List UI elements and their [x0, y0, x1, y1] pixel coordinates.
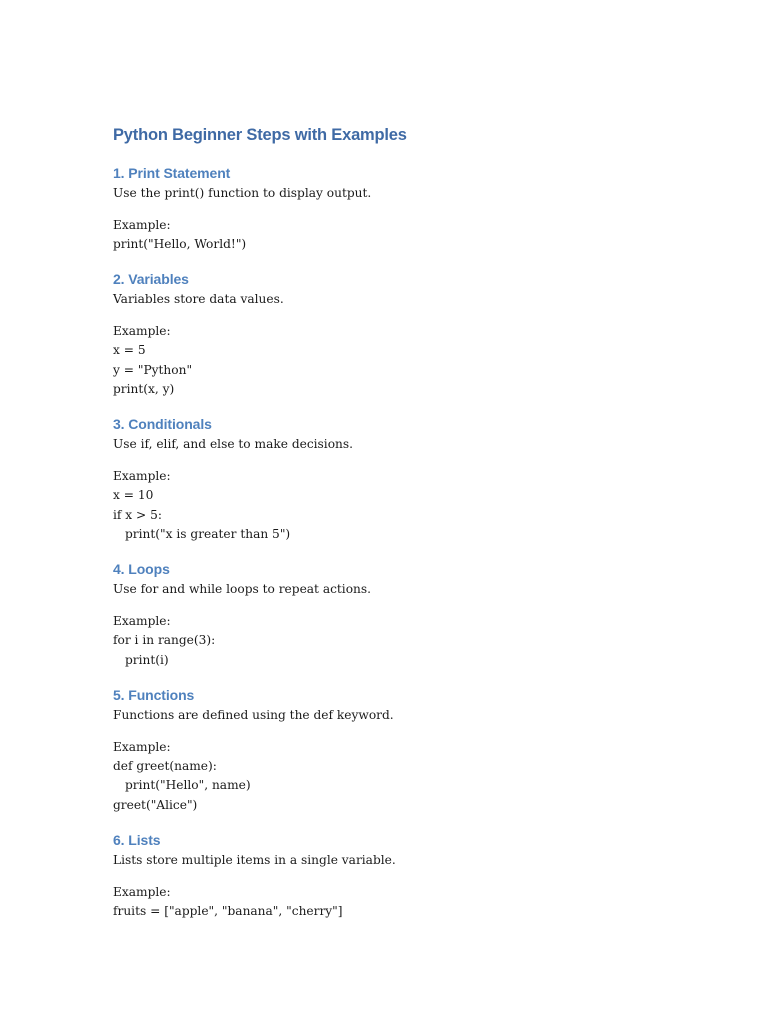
example-label: Example: — [113, 217, 171, 232]
code-line: def greet(name): — [113, 759, 217, 774]
code-line: print("Hello, World!") — [113, 237, 247, 252]
section-heading: 4. Loops — [113, 561, 170, 578]
code-line: if x > 5: — [113, 507, 162, 522]
code-line: print("x is greater than 5") — [125, 527, 291, 542]
section-heading: 3. Conditionals — [113, 416, 212, 433]
code-line: y = "Python" — [113, 362, 193, 377]
example-block — [113, 883, 673, 922]
example-label: Example: — [113, 469, 171, 484]
section-heading: 5. Functions — [113, 687, 195, 704]
document-page — [113, 122, 673, 935]
code-line: print(x, y) — [113, 382, 175, 397]
example-label: Example: — [113, 324, 171, 339]
code-line: print("Hello", name) — [125, 778, 251, 793]
section-description: Use the print() function to display output. — [113, 186, 372, 200]
code-line: x = 10 — [113, 488, 154, 503]
code-line: for i in range(3): — [113, 633, 216, 648]
sections-container — [113, 162, 673, 921]
section-description: Use if, elif, and else to make decisions. — [113, 437, 354, 452]
section-heading: 6. Lists — [113, 832, 161, 849]
section-description: Functions are defined using the def keyword. — [113, 708, 394, 723]
example-block — [113, 216, 673, 255]
example-block — [113, 322, 673, 399]
example-block — [113, 738, 673, 815]
code-line: x = 5 — [113, 343, 146, 358]
section-heading: 1. Print Statement — [113, 165, 231, 181]
section-5 — [113, 684, 673, 815]
section-description: Lists store multiple items in a single variable. — [113, 853, 396, 868]
section-2 — [113, 268, 673, 399]
section-1 — [113, 162, 673, 254]
section-description: Use for and while loops to repeat actions. — [113, 582, 372, 597]
section-heading: 2. Variables — [113, 271, 189, 288]
section-description: Variables store data values. — [113, 292, 284, 307]
code-line: fruits = ["apple", "banana", "cherry"] — [113, 904, 343, 919]
section-6 — [113, 829, 673, 921]
example-label: Example: — [113, 739, 171, 754]
code-line: greet("Alice") — [113, 797, 198, 812]
example-block — [113, 467, 673, 544]
example-block — [113, 612, 673, 670]
example-label: Example: — [113, 614, 171, 629]
document-title: Python Beginner Steps with Examples — [113, 126, 407, 144]
code-line: print(i) — [125, 652, 169, 667]
section-4 — [113, 558, 673, 670]
section-3 — [113, 413, 673, 544]
example-label: Example: — [113, 884, 171, 899]
